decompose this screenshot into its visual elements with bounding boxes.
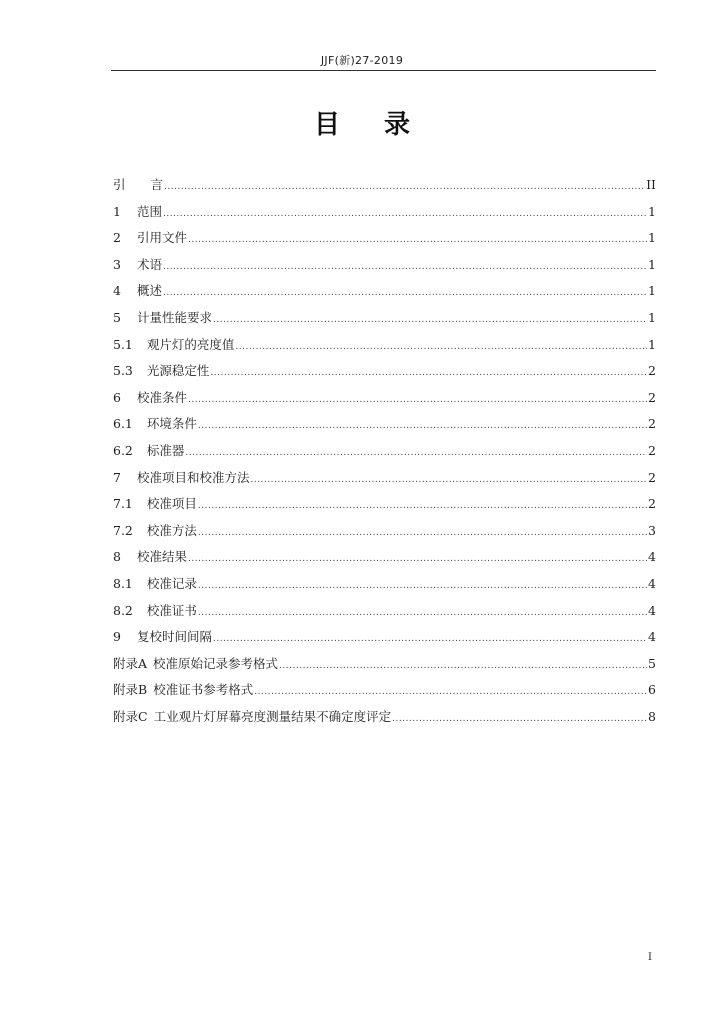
toc-entry[interactable] — [113, 385, 656, 412]
toc-entry-page: 8 — [648, 708, 656, 724]
toc-entry[interactable] — [113, 651, 656, 678]
toc-entry-number: 附录C — [113, 708, 148, 724]
toc-entry-label: 环境条件 — [146, 416, 197, 432]
page-number: I — [648, 952, 652, 963]
toc-entry-page: 2 — [648, 416, 656, 432]
document-code-header: JJF(新)27-2019 — [320, 54, 404, 67]
title-char-1: 目 — [313, 110, 340, 140]
toc-entry[interactable] — [113, 598, 656, 625]
toc-entry-label: 光源稳定性 — [146, 363, 210, 379]
toc-entry-number: 9 — [113, 629, 121, 645]
toc-leader-dots — [198, 493, 647, 520]
toc-entry-page: 1 — [648, 203, 656, 219]
toc-entry-page: 4 — [648, 575, 656, 591]
toc-entry-number: 5.1 — [113, 336, 133, 352]
toc-leader-dots — [198, 573, 647, 600]
toc-leader-dots — [210, 360, 647, 387]
toc-entry[interactable] — [113, 624, 656, 651]
toc-entry-page: 2 — [648, 363, 656, 379]
toc-entry[interactable] — [113, 491, 656, 518]
toc-entry-number: 7.1 — [113, 496, 133, 512]
toc-entry-number: 7 — [113, 469, 121, 485]
toc-leader-dots — [213, 626, 647, 653]
toc-entry-label: 校准项目和校准方法 — [136, 469, 250, 485]
toc-entry[interactable] — [113, 358, 656, 385]
toc-entry-label: 标准器 — [146, 442, 185, 458]
toc-entry-page: 4 — [648, 549, 656, 565]
toc-entry-page: 1 — [648, 309, 656, 325]
toc-leader-dots — [235, 334, 647, 361]
toc-entry-label: 校准证书 — [146, 602, 197, 618]
toc-entry-label: 校准证书参考格式 — [153, 682, 254, 698]
toc-entry-page: 1 — [648, 336, 656, 352]
toc-leader-dots — [392, 706, 647, 733]
toc-entry[interactable] — [113, 305, 656, 332]
toc-leader-dots — [254, 679, 647, 706]
toc-entry[interactable] — [113, 199, 656, 226]
toc-entry-label: 引 言 — [113, 177, 164, 192]
toc-leader-dots — [164, 174, 645, 201]
toc-entry-page: 3 — [648, 522, 656, 538]
toc-entry[interactable] — [113, 225, 656, 252]
toc-entry-page: 2 — [648, 442, 656, 458]
toc-entry[interactable] — [113, 465, 656, 492]
header-rule — [111, 70, 656, 71]
toc-leader-dots — [185, 440, 647, 467]
toc-entry-label: 引用文件 — [136, 230, 187, 246]
toc-entry-label: 概述 — [136, 283, 162, 299]
toc-entry-page: 2 — [648, 496, 656, 512]
toc-entry[interactable] — [113, 411, 656, 438]
toc-entry-page: 1 — [648, 230, 656, 246]
toc-entry[interactable] — [113, 571, 656, 598]
toc-entry-number: 3 — [113, 256, 121, 272]
toc-leader-dots — [163, 280, 647, 307]
toc-entry[interactable] — [113, 172, 656, 199]
toc-entry-number: 7.2 — [113, 522, 133, 538]
toc-entry[interactable] — [113, 518, 656, 545]
table-of-contents — [113, 172, 656, 730]
title-char-2: 录 — [384, 110, 411, 140]
toc-entry-label: 工业观片灯屏幕亮度测量结果不确定度评定 — [153, 708, 392, 724]
toc-entry-page: II — [646, 177, 656, 192]
toc-entry-number: 6.2 — [113, 442, 133, 458]
toc-entry-label: 观片灯的亮度值 — [146, 336, 235, 352]
toc-entry-page: 1 — [648, 283, 656, 299]
toc-leader-dots — [198, 600, 647, 627]
toc-entry-page: 6 — [648, 682, 656, 698]
toc-entry[interactable] — [113, 704, 656, 731]
toc-entry[interactable] — [113, 438, 656, 465]
toc-entry-label: 复校时间间隔 — [136, 629, 212, 645]
toc-entry-number: 附录B — [113, 682, 148, 698]
toc-entry-number: 8.2 — [113, 602, 133, 618]
toc-leader-dots — [163, 254, 647, 281]
toc-leader-dots — [188, 387, 647, 414]
toc-leader-dots — [279, 653, 647, 680]
page-title — [0, 104, 724, 141]
toc-entry-page: 1 — [648, 256, 656, 272]
toc-leader-dots — [213, 307, 647, 334]
toc-leader-dots — [163, 201, 647, 228]
toc-entry-label: 校准记录 — [146, 575, 197, 591]
toc-entry-page: 2 — [648, 389, 656, 405]
toc-leader-dots — [188, 227, 647, 254]
toc-entry-label: 校准条件 — [136, 389, 187, 405]
toc-leader-dots — [250, 467, 647, 494]
toc-entry[interactable] — [113, 278, 656, 305]
toc-entry-number: 6.1 — [113, 416, 133, 432]
toc-entry-number: 5.3 — [113, 363, 133, 379]
toc-entry-page: 5 — [648, 655, 656, 671]
toc-entry-label: 校准方法 — [146, 522, 197, 538]
toc-entry-label: 术语 — [136, 256, 162, 272]
toc-entry-page: 2 — [648, 469, 656, 485]
toc-entry-number: 4 — [113, 283, 121, 299]
toc-entry-number: 6 — [113, 389, 121, 405]
toc-leader-dots — [188, 546, 647, 573]
toc-entry[interactable] — [113, 677, 656, 704]
toc-entry-number: 8.1 — [113, 575, 133, 591]
toc-entry-label: 范围 — [136, 203, 162, 219]
toc-entry-label: 计量性能要求 — [136, 309, 212, 325]
toc-entry[interactable] — [113, 544, 656, 571]
toc-entry-page: 4 — [648, 602, 656, 618]
toc-entry-number: 附录A — [113, 655, 148, 671]
toc-entry-label: 校准原始记录参考格式 — [153, 655, 279, 671]
toc-leader-dots — [198, 413, 647, 440]
toc-leader-dots — [198, 520, 647, 547]
toc-entry-number: 8 — [113, 549, 121, 565]
toc-entry-label: 校准项目 — [146, 496, 197, 512]
toc-entry[interactable] — [113, 332, 656, 359]
toc-entry-number: 1 — [113, 203, 121, 219]
toc-entry-label: 校准结果 — [136, 549, 187, 565]
toc-entry-number: 5 — [113, 309, 121, 325]
toc-entry-page: 4 — [648, 629, 656, 645]
toc-entry[interactable] — [113, 252, 656, 279]
toc-entry-number: 2 — [113, 230, 121, 246]
